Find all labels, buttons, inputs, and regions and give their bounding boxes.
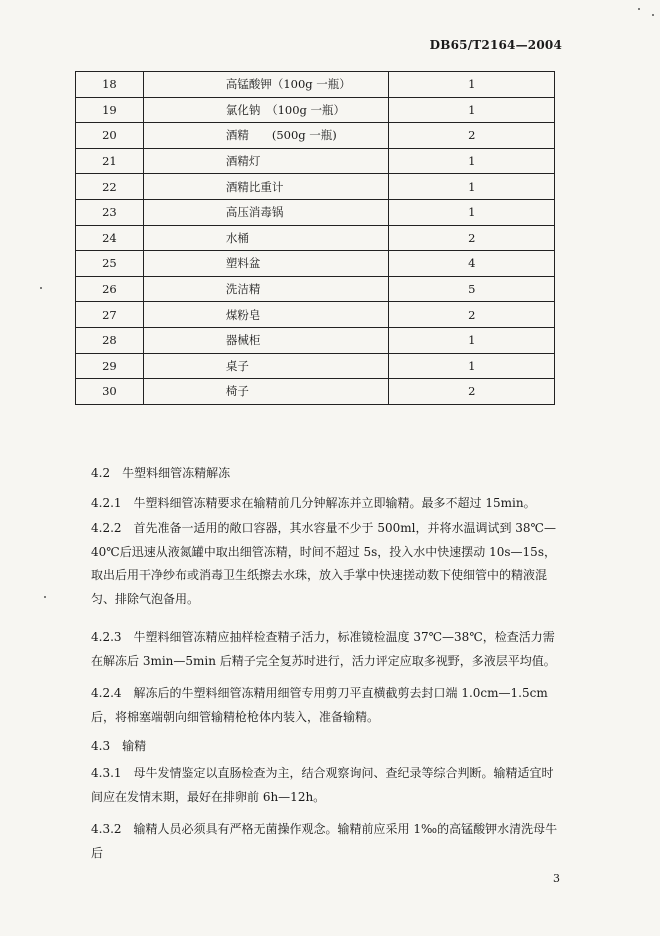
quantity-cell: 2 — [389, 302, 555, 328]
quantity-cell: 1 — [389, 72, 555, 98]
item-name-cell: 酒精灯 — [143, 148, 389, 174]
table-row — [76, 327, 555, 353]
header-standard-code: DB65/T2164—2004 — [429, 38, 562, 52]
row-index-cell: 23 — [76, 199, 144, 225]
section-4-2-title: 4.2 牛塑料细管冻精解冻 — [91, 466, 231, 480]
item-name-cell: 高压消毒锅 — [143, 199, 389, 225]
item-name-cell: 酒精 (500g 一瓶) — [143, 123, 389, 149]
row-index-cell: 18 — [76, 72, 144, 98]
row-index-cell: 28 — [76, 327, 144, 353]
table-row — [76, 123, 555, 149]
table-row — [76, 174, 555, 200]
item-name-cell: 酒精比重计 — [143, 174, 389, 200]
item-name-cell: 洗洁精 — [143, 276, 389, 302]
quantity-cell: 5 — [389, 276, 555, 302]
section-4-3-title: 4.3 输精 — [91, 739, 147, 753]
quantity-cell: 2 — [389, 379, 555, 405]
paragraph-4-3-2: 4.3.2 输精人员必须具有严格无菌操作观念。输精前应采用 1‰的高锰酸钾水清洗母牛后 — [91, 822, 558, 860]
row-index-cell: 27 — [76, 302, 144, 328]
scan-speck — [652, 14, 654, 16]
row-index-cell: 26 — [76, 276, 144, 302]
item-name-cell: 氯化钠 （100g 一瓶） — [143, 97, 389, 123]
table-row — [76, 353, 555, 379]
table-row — [76, 302, 555, 328]
table-row — [76, 97, 555, 123]
table-row — [76, 199, 555, 225]
quantity-cell: 4 — [389, 251, 555, 277]
quantity-cell: 1 — [389, 97, 555, 123]
item-name-cell: 煤粉皂 — [143, 302, 389, 328]
item-name-cell: 高锰酸钾（100g 一瓶） — [143, 72, 389, 98]
row-index-cell: 25 — [76, 251, 144, 277]
row-index-cell: 19 — [76, 97, 144, 123]
row-index-cell: 24 — [76, 225, 144, 251]
item-name-cell: 塑料盆 — [143, 251, 389, 277]
quantity-cell: 1 — [389, 353, 555, 379]
scan-speck — [638, 8, 640, 10]
paragraph-4-2-4: 4.2.4 解冻后的牛塑料细管冻精用细管专用剪刀平直横截剪去封口端 1.0cm—1.5cm 后，将棉塞端朝向细管输精枪枪体内装入，准备输精。 — [91, 686, 548, 724]
paragraph-4-3-1: 4.3.1 母牛发情鉴定以直肠检查为主，结合观察询问、查纪录等综合判断。输精适宜时间应在发情末期，最好在排卵前 6h—12h。 — [91, 766, 554, 804]
table-row — [76, 72, 555, 98]
quantity-cell: 1 — [389, 174, 555, 200]
item-name-cell: 椅子 — [143, 379, 389, 405]
row-index-cell: 30 — [76, 379, 144, 405]
quantity-cell: 1 — [389, 327, 555, 353]
item-name-cell: 水桶 — [143, 225, 389, 251]
table-row — [76, 251, 555, 277]
scan-speck — [40, 287, 42, 289]
quantity-cell: 1 — [389, 148, 555, 174]
equipment-table — [75, 71, 555, 405]
paragraph-4-2-2: 4.2.2 首先准备一适用的敞口容器，其水容量不少于 500ml，并将水温调试到 38℃—40℃后迅速从液氮罐中取出细管冻精，时间不超过 5s，投入水中快速摆动 10s—15s，取出后用干净纱布或消毒卫生纸擦去水珠，放入手掌中快速搓动数下使细管中的精液混匀、排除气泡备用。 — [91, 521, 556, 606]
table-row — [76, 379, 555, 405]
table-row — [76, 148, 555, 174]
row-index-cell: 20 — [76, 123, 144, 149]
scan-speck — [44, 596, 46, 598]
item-name-cell: 桌子 — [143, 353, 389, 379]
quantity-cell: 2 — [389, 123, 555, 149]
row-index-cell: 22 — [76, 174, 144, 200]
quantity-cell: 2 — [389, 225, 555, 251]
table-row — [76, 225, 555, 251]
row-index-cell: 29 — [76, 353, 144, 379]
item-name-cell: 器械柜 — [143, 327, 389, 353]
page-number: 3 — [553, 872, 560, 885]
paragraph-4-2-3: 4.2.3 牛塑料细管冻精应抽样检查精子活力，标准镜检温度 37℃—38℃，检查活力需在解冻后 3min—5min 后精子完全复苏时进行，活力评定应取多视野，多液层平均值。 — [91, 630, 556, 668]
quantity-cell: 1 — [389, 199, 555, 225]
row-index-cell: 21 — [76, 148, 144, 174]
table-row — [76, 276, 555, 302]
paragraph-4-2-1: 4.2.1 牛塑料细管冻精要求在输精前几分钟解冻并立即输精。最多不超过 15min。 — [91, 496, 536, 510]
